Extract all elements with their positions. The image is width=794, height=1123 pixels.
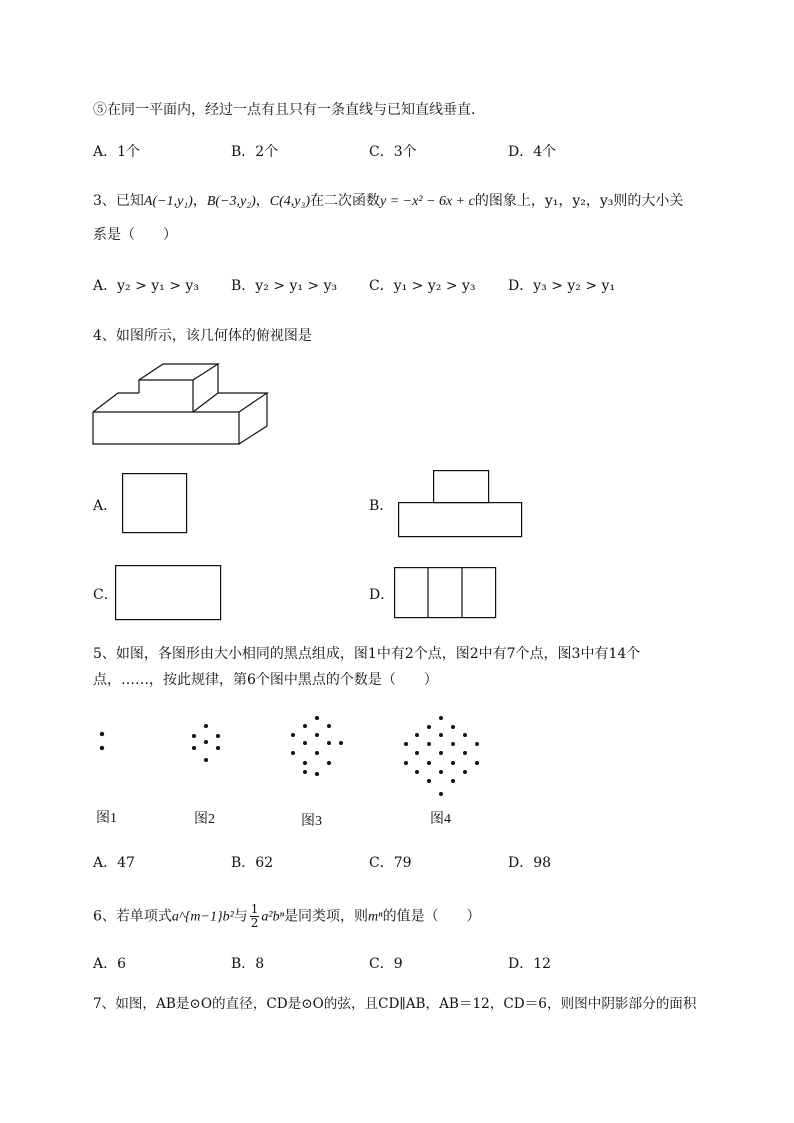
q4-option-d-label: D． [369, 587, 395, 603]
q6-option-a: A．6 [93, 956, 127, 972]
fraction-numerator: 1 [250, 902, 259, 916]
q6-mid: 与 [233, 908, 248, 925]
solid-3d-figure [92, 363, 272, 448]
question-3-line2: 系是（ ） [93, 227, 177, 243]
question-3-line1: 3、已知A(−1,y₁)，B(−3,y₂)，C(4,y₃)在二次函数y = −x² − 6x + c的图象上，y₁，y₂，y₃则的大小关 [93, 193, 684, 209]
question-5-line2: 点，……，按此规律，第6个图中黑点的个数是（ ） [93, 672, 438, 688]
monomial-2: a²bⁿ [261, 909, 285, 925]
q6-post2: 的值是（ ） [382, 908, 481, 925]
fig-label-3: 图3 [301, 814, 322, 829]
point-c: C(4,y₃) [269, 194, 310, 209]
q3-option-c: C．y₁ > y₂ > y₃ [369, 278, 476, 294]
dot-figure-2 [186, 722, 226, 766]
fig-label-1: 图1 [96, 811, 117, 826]
q5-option-c: C．79 [369, 855, 412, 871]
q4-option-b-label: B． [369, 498, 394, 514]
fig-label-2: 图2 [194, 812, 215, 827]
q3-option-d: D．y₃ > y₂ > y₁ [508, 278, 616, 294]
q3-option-a: A．y₂ > y₁ > y₃ [93, 278, 199, 294]
expression-m-pow-n: mⁿ [368, 909, 383, 925]
q6-prefix: 6、若单项式 [93, 908, 172, 925]
fig-label-4: 图4 [430, 812, 451, 827]
q4-option-a-label: A． [93, 498, 118, 514]
option-a: A．1个 [93, 144, 141, 160]
quadratic-function: y = −x² − 6x + c [379, 194, 475, 209]
option-d: D．4个 [508, 144, 557, 160]
question-6-line [93, 903, 481, 930]
q6-post: 是同类项，则 [284, 908, 369, 925]
q4-option-a-figure [122, 473, 188, 534]
point-b: B(−3,y₂) [206, 194, 256, 209]
dot-figure-1 [95, 725, 111, 757]
q4-option-d-figure [394, 567, 497, 619]
q3-prefix: 3、已知 [93, 193, 144, 209]
q4-option-b-figure [398, 470, 523, 538]
q3-option-b: B．y₂ > y₁ > y₃ [231, 278, 338, 294]
q4-option-c-figure [115, 565, 222, 621]
fraction-denominator: 2 [250, 916, 259, 930]
q5-option-a: A．47 [93, 855, 135, 871]
question-4-stem: 4、如图所示，该几何体的俯视图是 [93, 328, 312, 344]
statement-5: ⑤在同一平面内，经过一点有且只有一条直线与已知直线垂直． [93, 102, 485, 118]
q5-option-d: D．98 [508, 855, 552, 871]
dot-figure-3 [285, 712, 349, 788]
option-b: B．2个 [231, 144, 279, 160]
q3-post: 的图象上，y₁，y₂，y₃则的大小关 [474, 193, 684, 209]
q6-option-b: B．8 [231, 956, 265, 972]
q3-mid: 在二次函数 [309, 193, 380, 209]
question-5-line1: 5、如图，各图形由大小相同的黑点组成，图1中有2个点，图2中有7个点，图3中有14个 [93, 646, 641, 662]
q5-option-b: B．62 [231, 855, 274, 871]
q6-option-c: C．9 [369, 956, 403, 972]
q4-option-c-label: C． [93, 587, 118, 603]
option-c: C．3个 [369, 144, 417, 160]
q6-option-d: D．12 [508, 956, 552, 972]
question-7-line: 7、如图，AB是⊙O的直径，CD是⊙O的弦，且CD∥AB，AB＝12，CD＝6，则图中阴影部分的面积 [93, 996, 697, 1012]
monomial-1: a^{m−1}b² [171, 909, 234, 925]
fraction-half [250, 903, 260, 930]
point-a: A(−1,y₁) [143, 194, 193, 209]
dot-figure-4 [398, 713, 488, 801]
